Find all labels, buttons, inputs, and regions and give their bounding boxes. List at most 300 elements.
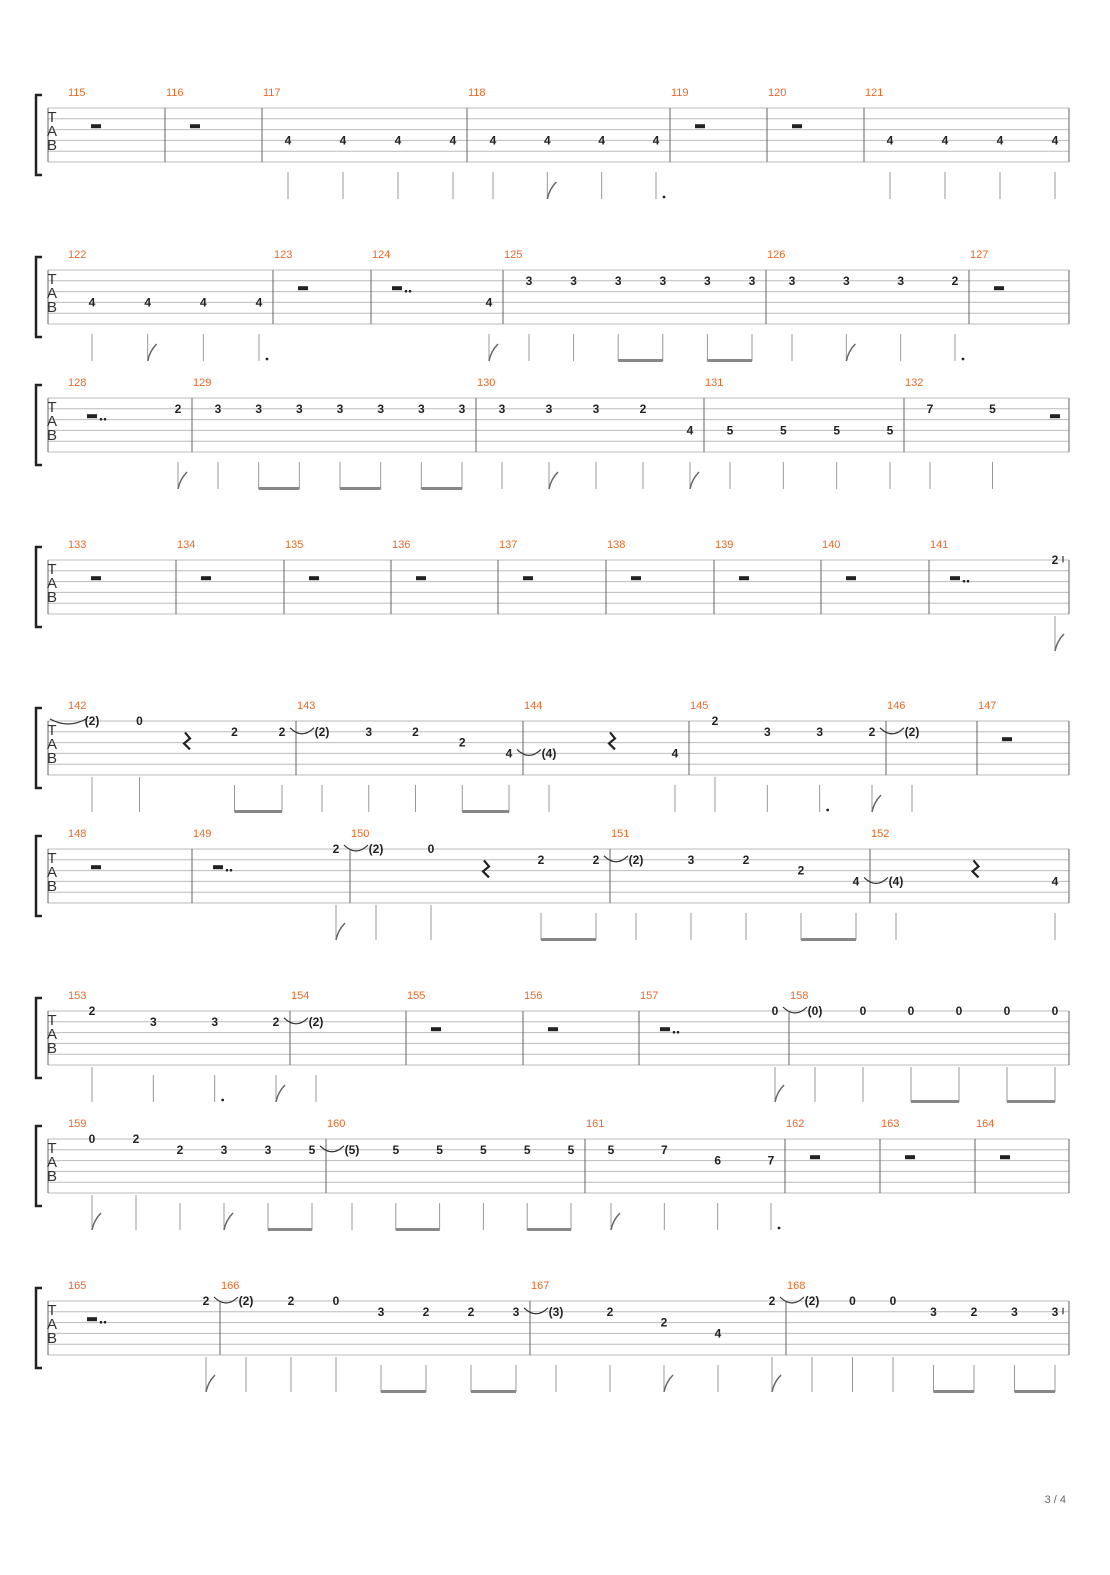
fret-number: 4 [652,133,660,148]
measure-number: 126 [767,249,786,261]
tab-clef-letter: B [46,878,58,895]
fret-number: 0 [955,1004,963,1018]
tab-system [36,1118,1069,1231]
fret-number: 3 [592,401,600,416]
note-flag [549,472,558,489]
fret-number: 5 [436,1142,443,1157]
note-flag [664,1375,673,1392]
fret-number: (0) [807,1004,823,1018]
fret-number: (2) [804,1294,820,1308]
half-rest [87,414,97,418]
tab-clef-letter: B [46,589,58,606]
rest-dot [677,1031,680,1034]
tie-arc [344,845,368,851]
note-dot [826,809,829,812]
measure-number: 167 [531,1280,550,1292]
measure-number: 138 [607,539,626,551]
fret-number: 2 [868,724,876,739]
fret-number: 2 [1051,553,1059,567]
note-beam [396,1228,440,1231]
half-rest [201,576,211,580]
note-beam [541,938,596,941]
measure-number: 117 [263,87,281,99]
note-flag [276,1085,285,1102]
tab-clef-letter: T [47,1140,57,1157]
fret-number: 5 [989,401,996,416]
measure-number: 140 [822,539,841,551]
note-dot [221,1099,224,1102]
half-rest [905,1155,915,1159]
rest-dot [409,290,412,293]
fret-number: 4 [394,133,402,148]
fret-number: 0 [859,1004,867,1018]
note-beam [801,938,856,941]
fret-number: (2) [238,1294,254,1308]
fret-number: 4 [1051,133,1059,148]
measure-number: 157 [640,990,659,1002]
rest-dot [104,1321,107,1324]
measure-number: 155 [407,990,426,1002]
fret-number: 2 [742,852,750,867]
fret-number: 4 [671,746,679,761]
half-rest [298,286,308,290]
note-beam [421,487,462,490]
note-beam [618,359,663,362]
fret-number: 4 [199,295,207,310]
system-bracket [36,257,42,337]
tie-arc [783,1007,807,1013]
tab-clef-letter: B [46,750,58,767]
fret-number: 2 [768,1294,776,1308]
system-bracket [36,1288,42,1368]
fret-number: 3 [614,273,622,288]
rest-dot [104,418,107,421]
measure-number: 122 [68,249,87,261]
half-rest [91,124,101,128]
note-beam [934,1390,975,1393]
fret-number: 3 [377,1304,385,1319]
measure-number: 149 [193,828,212,840]
measure-number: 128 [68,377,87,389]
rest-dot [405,290,408,293]
tab-clef-letter: T [47,109,57,126]
fret-number: 3 [264,1142,272,1157]
fret-number: 4 [598,133,606,148]
measure-number: 116 [166,87,184,99]
fret-number: 5 [886,423,894,438]
fret-number: 3 [897,273,905,288]
measure-number: 133 [68,539,87,551]
fret-number: (2) [368,842,384,856]
note-flag [872,795,881,812]
note-beam [259,487,300,490]
fret-number: (3) [548,1304,564,1319]
note-dot [663,196,666,199]
fret-number: 5 [480,1142,487,1157]
fret-number: 2 [592,852,600,867]
fret-number: (2) [84,714,100,728]
tab-clef-letter: B [46,1330,58,1347]
tab-system [36,539,1069,651]
fret-number: 3 [1051,1304,1059,1319]
note-flag [1055,634,1064,651]
fret-number: 4 [996,133,1004,148]
note-beam [471,1390,516,1393]
measure-number: 153 [68,990,87,1002]
fret-number: 4 [686,423,694,438]
fret-number: 3 [149,1014,157,1029]
tie-arc [524,1308,548,1314]
note-beam [707,359,752,362]
fret-number: 4 [485,295,493,310]
half-rest [91,865,101,869]
measure-number: 139 [715,539,734,551]
fret-number: 3 [498,401,506,416]
fret-number: 4 [284,133,292,148]
fret-number: 2 [287,1294,295,1308]
measure-number: 142 [68,700,87,712]
note-beam [911,1100,959,1103]
measure-number: 162 [786,1118,805,1130]
half-rest [309,576,319,580]
fret-number: 5 [567,1142,575,1157]
half-rest [87,1317,97,1321]
tab-clef-letter: A [46,285,58,302]
page-number: 3 / 4 [1044,1494,1066,1506]
half-rest [792,124,802,128]
note-beam [527,1228,571,1231]
fret-number: 4 [449,133,457,148]
fret-number: 3 [748,273,756,288]
note-flag [547,182,556,199]
fret-number: 3 [788,273,796,288]
tie-arc [780,1297,804,1303]
tab-clef-letter: B [46,1168,58,1185]
fret-number: 5 [392,1142,400,1157]
note-flag [690,472,699,489]
fret-number: 3 [336,401,344,416]
half-rest [392,286,402,290]
fret-number: 3 [295,401,303,416]
system-bracket [36,1126,42,1206]
note-beam [381,1390,426,1393]
tab-clef-letter: T [47,271,57,288]
fret-number: 3 [704,273,711,288]
fret-number: 5 [726,423,734,438]
fret-number: 3 [842,273,850,288]
fret-number: 2 [970,1304,978,1319]
tab-clef-letter: B [46,427,58,444]
fret-number: 2 [458,735,466,750]
fret-number: 6 [714,1153,722,1168]
measure-number: 147 [978,700,997,712]
measure-number: 118 [468,87,486,99]
fret-number: (4) [888,874,904,889]
tie-arc [214,1297,238,1303]
measure-number: 161 [586,1118,605,1130]
fret-number: 2 [660,1315,668,1330]
fret-number: 3 [255,401,263,416]
tab-clef-letter: T [47,1302,57,1319]
fret-number: 2 [422,1304,430,1319]
tab-system [36,87,1069,199]
measure-number: 156 [524,990,543,1002]
note-dot [962,358,965,361]
fret-number: 2 [132,1132,140,1146]
note-dot [778,1227,781,1230]
measure-number: 163 [881,1118,900,1130]
half-rest [994,286,1004,290]
measure-number: 127 [970,249,989,261]
rest-dot [967,580,970,583]
tie-arc [320,1146,344,1152]
note-flag [178,472,187,489]
measure-number: 164 [976,1118,995,1130]
half-rest [950,576,960,580]
note-flag [92,1213,101,1230]
measure-number: 151 [611,828,630,840]
measure-number: 144 [524,700,543,712]
quarter-rest [973,860,979,877]
fret-number: 3 [211,1014,219,1029]
fret-number: 3 [930,1304,937,1319]
measure-number: 131 [705,377,724,389]
fret-number: 0 [849,1294,856,1308]
fret-number: 4 [886,133,894,148]
measure-number: 160 [327,1118,346,1130]
half-rest [739,576,749,580]
note-flag [206,1375,215,1392]
tab-clef-letter: B [46,137,58,154]
half-rest [846,576,856,580]
measure-number: 159 [68,1118,87,1130]
tab-system [36,828,1069,941]
fret-number: 4 [144,295,152,310]
system-bracket [36,547,42,627]
fret-number: 2 [537,852,545,867]
measure-number: 143 [297,700,316,712]
tab-clef-letter: A [46,123,58,140]
half-rest [810,1155,820,1159]
fret-number: 2 [272,1014,280,1029]
fret-number: 4 [714,1326,722,1341]
measure-number: 141 [930,539,949,551]
fret-number: 3 [512,1304,520,1319]
rest-dot [963,580,966,583]
fret-number: 4 [255,295,263,310]
note-flag [336,923,345,940]
tie-arc [880,728,904,734]
measure-number: 166 [221,1280,240,1292]
fret-number: 2 [467,1304,475,1319]
note-flag [224,1213,233,1230]
measure-number: 165 [68,1280,87,1292]
note-beam [340,487,381,490]
half-rest [213,865,223,869]
note-dot [266,358,269,361]
note-beam [1007,1100,1055,1103]
tab-clef-letter: A [46,575,58,592]
fret-number: 3 [525,273,533,288]
fret-number: 2 [88,1004,96,1018]
measure-number: 124 [372,249,391,261]
fret-number: 3 [365,724,373,739]
fret-number: 5 [523,1142,531,1157]
half-rest [548,1027,558,1031]
half-rest [431,1027,441,1031]
measure-number: 150 [351,828,370,840]
rest-dot [226,869,229,872]
rest-dot [673,1031,676,1034]
measure-number: 145 [690,700,709,712]
note-flag [611,1213,620,1230]
measure-number: 115 [68,87,86,99]
fret-number: 0 [907,1004,915,1018]
fret-number: 0 [332,1294,340,1308]
fret-number: 2 [231,724,238,739]
tie-arc [604,856,628,862]
fret-number: (2) [628,852,644,867]
fret-number: 3 [687,852,695,867]
tab-system [36,1280,1069,1393]
fret-number: 2 [412,724,419,739]
fret-number: 4 [88,295,96,310]
fret-number: 2 [332,842,340,856]
fret-number: 3 [816,724,824,739]
fret-number: 0 [427,842,435,856]
fret-number: 3 [377,401,385,416]
measure-number: 158 [790,990,809,1002]
fret-number: 0 [88,1132,96,1146]
tab-clef-letter: T [47,1012,57,1029]
system-bracket [36,95,42,175]
fret-number: 7 [660,1142,668,1157]
measure-number: 146 [887,700,906,712]
measure-number: 119 [671,87,689,99]
measure-number: 136 [392,539,411,551]
quarter-rest [609,732,615,749]
measure-number: 123 [274,249,293,261]
fret-number: 3 [1011,1304,1018,1319]
half-rest [1002,737,1012,741]
half-rest [695,124,705,128]
tab-system [36,377,1069,490]
half-rest [91,576,101,580]
half-rest [190,124,200,128]
fret-number: 7 [767,1153,775,1168]
half-rest [1050,414,1060,418]
rest-dot [100,418,103,421]
fret-number: 2 [176,1142,184,1157]
fret-number: 3 [763,724,771,739]
tab-clef-letter: A [46,1026,58,1043]
note-flag [148,344,157,361]
note-flag [846,344,855,361]
note-flag [489,344,498,361]
quarter-rest [184,732,190,749]
measure-number: 154 [291,990,310,1002]
fret-number: 3 [545,401,553,416]
measure-number: 148 [68,828,87,840]
tie-arc [864,877,888,883]
fret-number: 4 [941,133,949,148]
fret-number: 5 [607,1142,615,1157]
fret-number: 3 [570,273,577,288]
note-beam [235,810,283,813]
measure-number: 120 [768,87,787,99]
rest-dot [100,1321,103,1324]
fret-number: 3 [659,273,667,288]
half-rest [523,576,533,580]
fret-number: (2) [314,724,330,739]
fret-number: 0 [136,714,143,728]
tab-clef-letter: A [46,864,58,881]
system-bracket [36,998,42,1078]
fret-number: 5 [308,1142,316,1157]
fret-number: (2) [308,1014,324,1029]
fret-number: 0 [889,1294,897,1308]
note-flag [775,1085,784,1102]
measure-number: 137 [499,539,518,551]
measure-number: 168 [787,1280,806,1292]
fret-number: (4) [541,746,557,761]
half-rest [660,1027,670,1031]
fret-number: 2 [639,401,647,416]
fret-number: 3 [220,1142,228,1157]
half-rest [1000,1155,1010,1159]
fret-number: 3 [458,401,466,416]
fret-number: 2 [174,401,182,416]
tab-clef-letter: A [46,1316,58,1333]
tie-arc [284,1018,308,1024]
fret-number: 2 [797,863,805,878]
fret-number: 5 [779,423,787,438]
tie-arc [517,749,541,755]
tab-clef-letter: T [47,399,57,416]
system-bracket [36,836,42,916]
fret-number: 5 [833,423,841,438]
half-rest [631,576,641,580]
measure-number: 130 [477,377,496,389]
note-beam [1015,1390,1056,1393]
fret-number: 0 [1003,1004,1011,1018]
fret-number: 4 [543,133,551,148]
fret-number: 7 [926,401,934,416]
tie-arc [290,728,314,734]
tab-clef-letter: A [46,1154,58,1171]
tab-clef-letter: T [47,561,57,578]
quarter-rest [483,860,489,877]
measure-number: 132 [905,377,924,389]
fret-number: (2) [904,724,920,739]
note-flag [772,1375,781,1392]
measure-number: 125 [504,249,523,261]
measure-number: 135 [285,539,304,551]
measure-number: 129 [193,377,212,389]
system-bracket [36,385,42,465]
tab-clef-letter: T [47,850,57,867]
fret-number: 2 [711,714,719,728]
half-rest [416,576,426,580]
fret-number: 2 [951,273,959,288]
fret-number: 4 [489,133,497,148]
fret-number: 4 [505,746,513,761]
system-bracket [36,708,42,788]
fret-number: 2 [606,1304,614,1319]
measure-number: 152 [871,828,890,840]
fret-number: 3 [214,401,222,416]
tab-clef-letter: B [46,1040,58,1057]
